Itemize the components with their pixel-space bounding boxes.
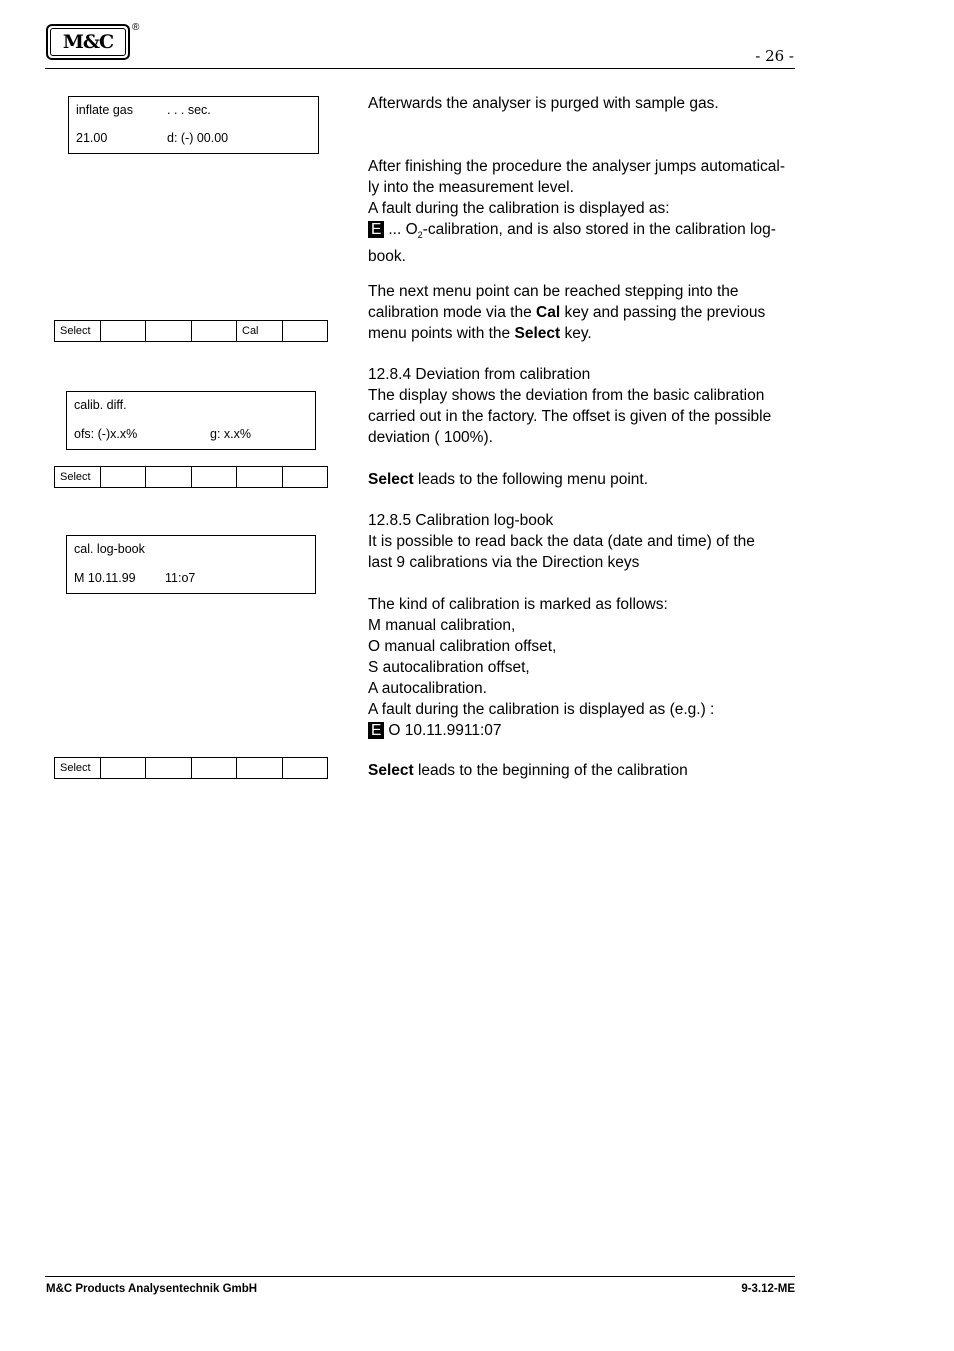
footer-doc-id: 9-3.12-ME (741, 1283, 795, 1295)
text-line: A autocalibration. (368, 680, 487, 697)
softkey-cal[interactable]: Cal (237, 321, 283, 341)
text-span: key. (560, 325, 592, 342)
text-line: Afterwards the analyser is purged with sample gas. (368, 95, 719, 112)
text-line: The kind of calibration is marked as follows: (368, 596, 668, 613)
text-line (368, 302, 798, 323)
softkey-2[interactable] (101, 758, 147, 778)
softkey-6[interactable] (283, 758, 328, 778)
paragraph-select-beginning (368, 760, 798, 781)
text-line: It is possible to read back the data (date and time) of the (368, 533, 755, 550)
section-deviation (368, 364, 798, 448)
display-line2-right: d: (-) 00.00 (167, 131, 229, 145)
softkey-4[interactable] (192, 321, 238, 341)
display-line2-left: 21.00 (76, 131, 108, 145)
paragraph-purge (368, 93, 798, 114)
softkey-bar-logbook (54, 757, 328, 779)
display-line1-left: inflate gas (76, 103, 133, 117)
section-heading: 12.8.4 Deviation from calibration (368, 366, 591, 383)
softkey-5[interactable] (237, 467, 283, 487)
paragraph-select-next (368, 469, 798, 490)
softkey-select[interactable]: Select (55, 321, 101, 341)
text-span: key and passing the previous (560, 304, 766, 321)
text-line: After finishing the procedure the analyser jumps automatical- (368, 158, 785, 175)
display-line2-right: g: x.x% (210, 427, 251, 441)
display-cal-logbook (66, 535, 316, 594)
text-line (368, 720, 798, 741)
softkey-2[interactable] (101, 467, 147, 487)
paragraph-calibration-kinds (368, 594, 798, 741)
softkey-3[interactable] (146, 321, 192, 341)
paragraph-after-finishing (368, 156, 798, 267)
footer-rule (45, 1276, 795, 1277)
footer-company: M&C Products Analysentechnik GmbH (46, 1283, 258, 1295)
softkey-select[interactable]: Select (55, 467, 101, 487)
text-span: -calibration, and is also stored in the calibration log- (422, 221, 776, 238)
logo-text: M&C (50, 28, 126, 56)
text-line: O manual calibration offset, (368, 638, 557, 655)
subscript: 2 (417, 230, 423, 241)
text-line: The display shows the deviation from the basic calibration (368, 387, 765, 404)
key-name-select: Select (514, 325, 561, 342)
display-line2-right: 11:o7 (165, 571, 196, 585)
softkey-5[interactable] (237, 758, 283, 778)
text-line: The next menu point can be reached stepping into the (368, 283, 739, 300)
error-indicator: E (368, 221, 384, 238)
display-line2-left: M 10.11.99 (74, 571, 136, 585)
text-span: leads to the following menu point. (413, 471, 649, 488)
text-span: ... O (388, 221, 418, 238)
softkey-3[interactable] (146, 758, 192, 778)
text-line (368, 219, 798, 246)
display-line1-left: cal. log-book (74, 542, 145, 556)
text-line: carried out in the factory. The offset is given of the possible (368, 408, 772, 425)
text-line: A fault during the calibration is displayed as (e.g.) : (368, 701, 715, 718)
error-indicator: E (368, 722, 384, 739)
softkey-3[interactable] (146, 467, 192, 487)
key-name-cal: Cal (536, 304, 561, 321)
header-rule (45, 68, 795, 69)
paragraph-next-menu (368, 281, 798, 344)
softkey-select[interactable]: Select (55, 758, 101, 778)
display-calib-diff (66, 391, 316, 450)
registered-mark: ® (132, 22, 140, 33)
text-span: menu points with the (368, 325, 515, 342)
softkey-6[interactable] (283, 467, 328, 487)
text-span: calibration mode via the (368, 304, 537, 321)
text-line (368, 323, 798, 344)
text-line: ly into the measurement level. (368, 179, 574, 196)
display-line1-left: calib. diff. (74, 398, 127, 412)
softkey-4[interactable] (192, 758, 238, 778)
page-number: - 26 - (755, 47, 794, 65)
text-line: S autocalibration offset, (368, 659, 530, 676)
display-line2-left: ofs: (-)x.x% (74, 427, 138, 441)
softkey-6[interactable] (283, 321, 328, 341)
text-line: deviation ( 100%). (368, 429, 493, 446)
text-line: book. (368, 248, 406, 266)
softkey-bar-cal (54, 320, 328, 342)
text-line: M manual calibration, (368, 617, 516, 634)
softkey-4[interactable] (192, 467, 238, 487)
section-logbook (368, 510, 798, 573)
softkey-bar-deviation (54, 466, 328, 488)
softkey-2[interactable] (101, 321, 147, 341)
company-logo (46, 24, 130, 60)
display-line1-right: . . . sec. (167, 103, 211, 117)
text-span: O 10.11.9911:07 (388, 722, 502, 739)
text-line: A fault during the calibration is displayed as: (368, 200, 670, 217)
section-heading: 12.8.5 Calibration log-book (368, 512, 554, 529)
text-span: leads to the beginning of the calibration (413, 762, 688, 779)
key-name-select: Select (368, 762, 414, 779)
key-name-select: Select (368, 471, 414, 488)
display-inflate-gas (68, 96, 319, 154)
text-line: last 9 calibrations via the Direction keys (368, 554, 640, 571)
